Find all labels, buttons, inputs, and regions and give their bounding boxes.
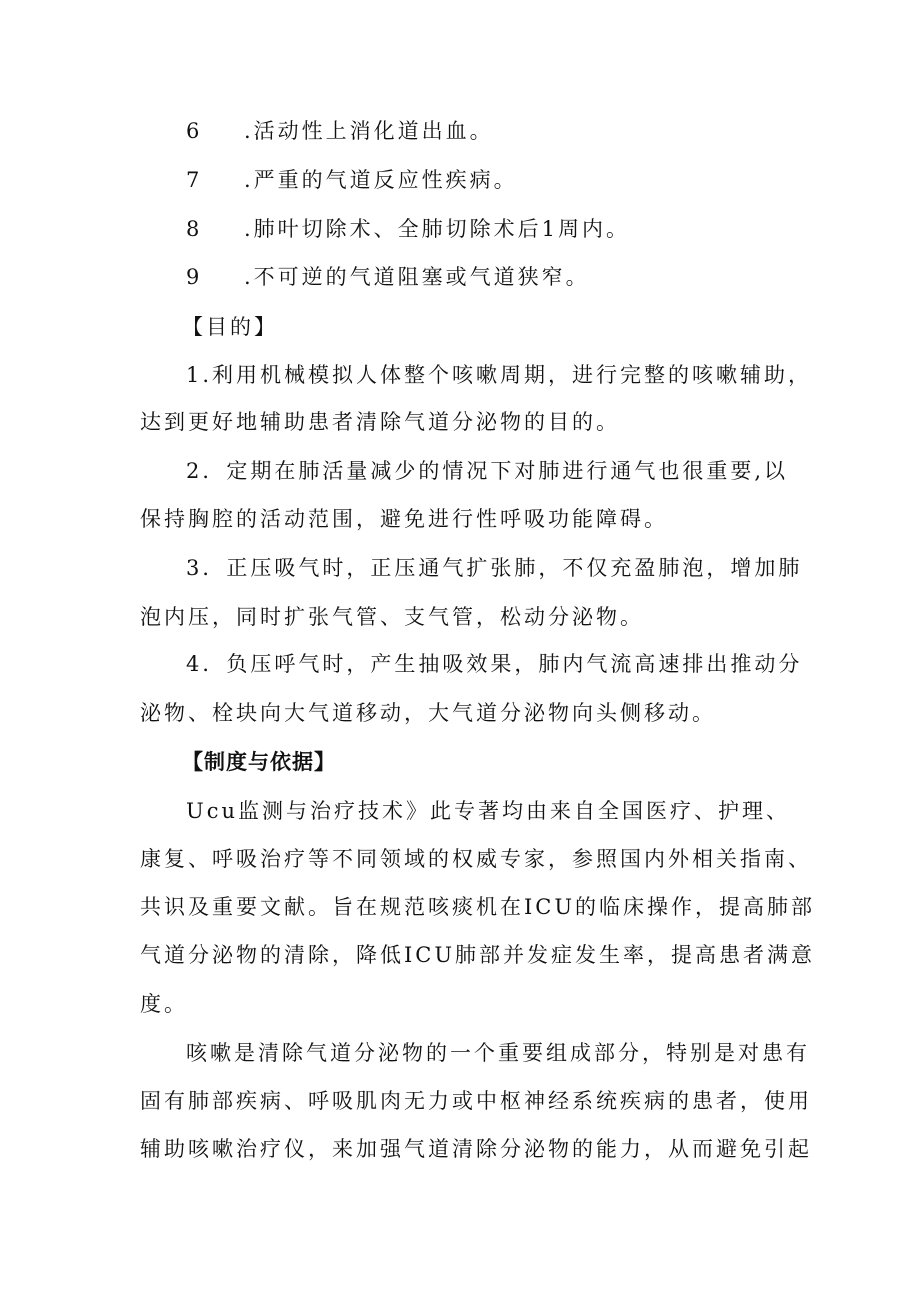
list-item-number: 8	[186, 217, 200, 241]
list-item-number: 9	[186, 265, 200, 289]
purpose-line: 1.利用机械模拟人体整个咳嗽周期，进行完整的咳嗽辅助，	[186, 363, 813, 387]
purpose-line: 3．正压吸气时，正压通气扩张肺，不仅充盈肺泡，增加肺	[186, 556, 803, 580]
basis-line: 气道分泌物的清除，降低ICU肺部并发症发生率，提高患者满意	[140, 943, 816, 967]
basis-heading: 【制度与依据】	[182, 749, 336, 774]
basis-line: 共识及重要文献。旨在规范咳痰机在ICU的临床操作，提高肺部	[140, 895, 816, 919]
basis-line: 咳嗽是清除气道分泌物的一个重要组成部分，特别是对患有	[186, 1041, 810, 1065]
purpose-line: 泌物、栓块向大气道移动，大气道分泌物向头侧移动。	[140, 701, 716, 725]
list-item-text: .肺叶切除术、全肺切除术后1周内。	[244, 217, 631, 241]
purpose-line: 4．负压呼气时，产生抽吸效果，肺内气流高速排出推动分	[186, 652, 803, 676]
basis-line: 固有肺部疾病、呼吸肌肉无力或中枢神经系统疾病的患者，使用	[140, 1089, 812, 1113]
basis-line: 康复、呼吸治疗等不同领域的权威专家，参照国内外相关指南、	[140, 847, 812, 871]
list-item-text: .活动性上消化道出血。	[244, 119, 494, 143]
purpose-line: 泡内压，同时扩张气管、支气管，松动分泌物。	[140, 605, 644, 629]
purpose-heading: 【目的】	[182, 315, 278, 339]
basis-line: 辅助咳嗽治疗仪，来加强气道清除分泌物的能力，从而避免引起	[140, 1137, 812, 1161]
basis-line: Ucu监测与治疗技术》此专著均由来自全国医疗、护理、	[186, 799, 790, 823]
purpose-line: 达到更好地辅助患者清除气道分泌物的目的。	[140, 410, 620, 434]
purpose-line: 保持胸腔的活动范围，避免进行性呼吸功能障碍。	[140, 507, 668, 531]
list-item-text: .不可逆的气道阻塞或气道狭窄。	[244, 265, 590, 289]
basis-line: 度。	[140, 992, 188, 1016]
list-item-text: .严重的气道反应性疾病。	[244, 168, 518, 192]
list-item-number: 7	[186, 168, 200, 192]
purpose-line: 2．定期在肺活量减少的情况下对肺进行通气也很重要,以	[186, 459, 789, 483]
list-item-number: 6	[186, 119, 200, 143]
